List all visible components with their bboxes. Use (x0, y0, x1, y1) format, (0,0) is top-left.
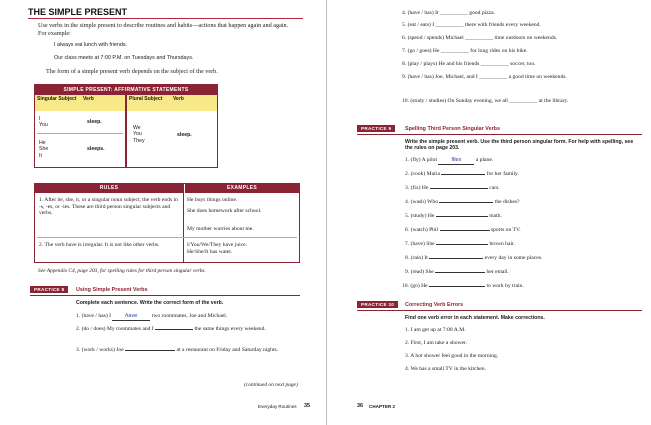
p9-item-3-prompt: 3. (fix) He (405, 185, 429, 191)
p9-item-1-blank[interactable] (438, 157, 474, 165)
right-page (326, 0, 651, 425)
item-1-answer-blank[interactable] (112, 313, 150, 321)
practice-9-badge: PRACTICE 9 (357, 125, 395, 132)
p9-item-4-blank[interactable] (439, 202, 493, 203)
p10-item-2: 2. First, I am take a shower. (405, 340, 467, 346)
col-plural-subject: Plural Subject (127, 95, 171, 111)
practice-8-item-3 (76, 347, 301, 354)
p9-item-5 (405, 213, 502, 220)
rule-2-example-1: I/You/We/They have juice. (187, 242, 248, 248)
practice-9-title: Spelling Third Person Singular Verbs (405, 126, 500, 132)
p10-item-1: 1. I am get up at 7:00 A.M. (405, 327, 466, 333)
p9-item-8-prompt: 8. (rain) It (405, 255, 428, 261)
col-verb-2: Verb (171, 95, 217, 111)
example-1: I always eat lunch with friends. (54, 42, 128, 48)
p9-item-8-blank[interactable] (429, 258, 483, 259)
item-1-answer: have (125, 313, 138, 319)
p9-item-10-prompt: 10. (go) He (402, 283, 428, 289)
p9-item-5-blank[interactable] (436, 216, 488, 217)
examples-header: EXAMPLES (185, 184, 299, 193)
item-3-answer-blank[interactable] (125, 350, 175, 351)
rules-row-divider (37, 237, 297, 238)
left-footer: Everyday Routines (258, 404, 297, 409)
col-singular-subject: Singular Subject (35, 95, 81, 111)
p9-item-4-rest: the dishes? (494, 199, 520, 205)
rule-1-example-2: She does homework after school. (187, 208, 262, 214)
rules-table (34, 183, 300, 263)
singular-verb-a: sleep. (87, 119, 102, 125)
item-1-prompt: 1. (have / has) I (76, 313, 111, 319)
singular-subjects-a: I You (39, 116, 48, 129)
col-verb-1: Verb (81, 95, 125, 111)
rule-1-example-3: My mother worries about me. (187, 226, 254, 232)
rule-1: 1. After he, she, it, or a singular noun subject, the verb ends in -s, -es, or -ies. These are third person singular subjects and verbs. (39, 197, 178, 217)
rules-divider (183, 184, 184, 262)
p9-item-6-rest: sports on TV. (490, 227, 521, 233)
item-3-prompt: 3. (work / works) Joe (76, 347, 124, 353)
p9-item-5-rest: math. (489, 213, 502, 219)
p9-item-5-prompt: 5. (study) He (405, 213, 435, 219)
p9-item-8 (405, 255, 542, 262)
p9-item-8-rest: every day in some places. (484, 255, 543, 261)
p9-item-4-prompt: 4. (wash) Who (405, 199, 438, 205)
p9-item-1-rest: a plane. (475, 157, 494, 163)
continued-note: (continued on next page) (244, 382, 298, 388)
item-1-rest: two roommates, Joe and Michael. (151, 313, 228, 319)
p9-item-3-rest: cars. (489, 185, 500, 191)
right-footer: CHAPTER 2 (369, 404, 396, 409)
p9-item-2-rest: for her family. (486, 171, 519, 177)
p8-item-9: 9. (have / has) Joe, Michael, and I __________ a good time on weekends. (402, 74, 567, 80)
rule-2: 2. The verb have is irregular. It is not like other verbs. (39, 242, 160, 248)
p9-item-4 (405, 199, 520, 206)
plural-subjects: We You They (133, 125, 145, 144)
practice-8-item-1 (76, 313, 301, 321)
p9-item-7-prompt: 7. (have) She (405, 241, 435, 247)
item-2-rest: the same things every weekend. (194, 326, 266, 332)
p9-item-2-blank[interactable] (441, 174, 485, 175)
p9-item-9-rest: her email. (486, 269, 509, 275)
p9-item-9-blank[interactable] (435, 272, 485, 273)
p8-item-7: 7. (go / goes) He __________ for long rides on his bike. (402, 48, 528, 54)
form-note: The form of a simple present verb depends on the subject of the verb. (46, 68, 218, 75)
practice-8-item-2 (76, 326, 301, 333)
practice-8-instructions: Complete each sentence. Write the correct form of the verb. (76, 300, 224, 306)
practice-10-badge: PRACTICE 10 (357, 301, 398, 308)
practice-8-badge: PRACTICE 8 (30, 286, 68, 293)
p9-item-6-blank[interactable] (440, 230, 490, 231)
plural-verb: sleep. (177, 132, 192, 138)
p8-item-10: 10. (study / studies) On Sunday evening, we all __________ at the library. (402, 98, 569, 104)
practice-10-title: Correcting Verb Errors (405, 302, 464, 308)
p9-item-9-prompt: 9. (read) She (405, 269, 434, 275)
example-2: Our class meets at 7:00 P.M. on Tuesdays and Thursdays. (54, 55, 194, 61)
rules-header: RULES (35, 184, 183, 193)
p9-item-1-prompt: 1. (fly) A pilot (405, 157, 438, 163)
appendix-note: See Appendix C4, page 203, for spelling rules for third person singular verbs. (38, 268, 206, 274)
practice-10-instructions: Find one verb error in each statement. Make corrections. (405, 315, 545, 321)
rule-2-example-2: He/She/It has water. (187, 249, 233, 255)
singular-verb-b: sleeps. (87, 146, 105, 152)
p9-item-1 (405, 157, 493, 165)
p9-item-10 (402, 283, 524, 290)
item-2-answer-blank[interactable] (155, 329, 193, 330)
p8-item-6: 6. (spend / spends) Michael __________ time outdoors on weekends. (402, 35, 558, 41)
p9-item-10-rest: to work by train. (486, 283, 524, 289)
table-divider (125, 95, 127, 167)
p9-item-3-blank[interactable] (430, 188, 488, 189)
p9-item-3 (405, 185, 500, 192)
p9-item-10-blank[interactable] (429, 286, 485, 287)
practice-8-title: Using Simple Present Verbs (76, 287, 148, 293)
p9-item-6 (405, 227, 521, 234)
right-page-number: 36 (357, 403, 363, 409)
rule-1-example-1: He buys things online. (187, 197, 238, 203)
p10-item-4: 4. We has a small TV in the kitchen. (405, 366, 486, 372)
p9-item-6-prompt: 6. (watch) Phil (405, 227, 439, 233)
left-page-number: 35 (304, 403, 310, 409)
intro-text: Use verbs in the simple present to describe routines and habits—actions that happen again and again. For example: (38, 22, 289, 37)
p9-item-7 (405, 241, 515, 248)
affirmative-table (34, 84, 218, 168)
section-title: THE SIMPLE PRESENT (28, 7, 128, 17)
item-3-rest: at a restaurant on Friday and Saturday nights. (176, 347, 279, 353)
table-row-divider (37, 133, 123, 134)
p10-item-3: 3. A hot shower feel good in the morning. (405, 353, 499, 359)
p9-item-1-answer: flies (451, 157, 462, 163)
p9-item-7-blank[interactable] (436, 244, 488, 245)
p8-item-8: 8. (play / plays) He and his friends __________ soccer, too. (402, 61, 536, 67)
practice-10-rule (357, 310, 642, 311)
p9-item-2-prompt: 2. (cook) Maria (405, 171, 440, 177)
title-rule (28, 18, 303, 19)
p9-item-2 (405, 171, 519, 178)
left-page (0, 0, 325, 425)
item-2-prompt: 2. (do / does) My roommates and I (76, 326, 154, 332)
singular-subjects-b: He She It (39, 140, 49, 159)
p9-item-7-rest: brown hair. (489, 241, 515, 247)
practice-9-rule (357, 134, 642, 135)
practice-8-rule (30, 295, 300, 296)
p9-item-9 (405, 269, 509, 276)
p8-item-4: 4. (have / has) It __________ good pizza. (402, 10, 496, 16)
p8-item-5: 5. (eat / eats) I __________ there with friends every weekend. (402, 22, 541, 28)
practice-9-instructions: Write the simple present verb. Use the third person singular form. For help with spelling, see the rules on page 203. (405, 139, 634, 152)
affirmative-table-title: SIMPLE PRESENT: AFFIRMATIVE STATEMENTS (35, 85, 217, 95)
